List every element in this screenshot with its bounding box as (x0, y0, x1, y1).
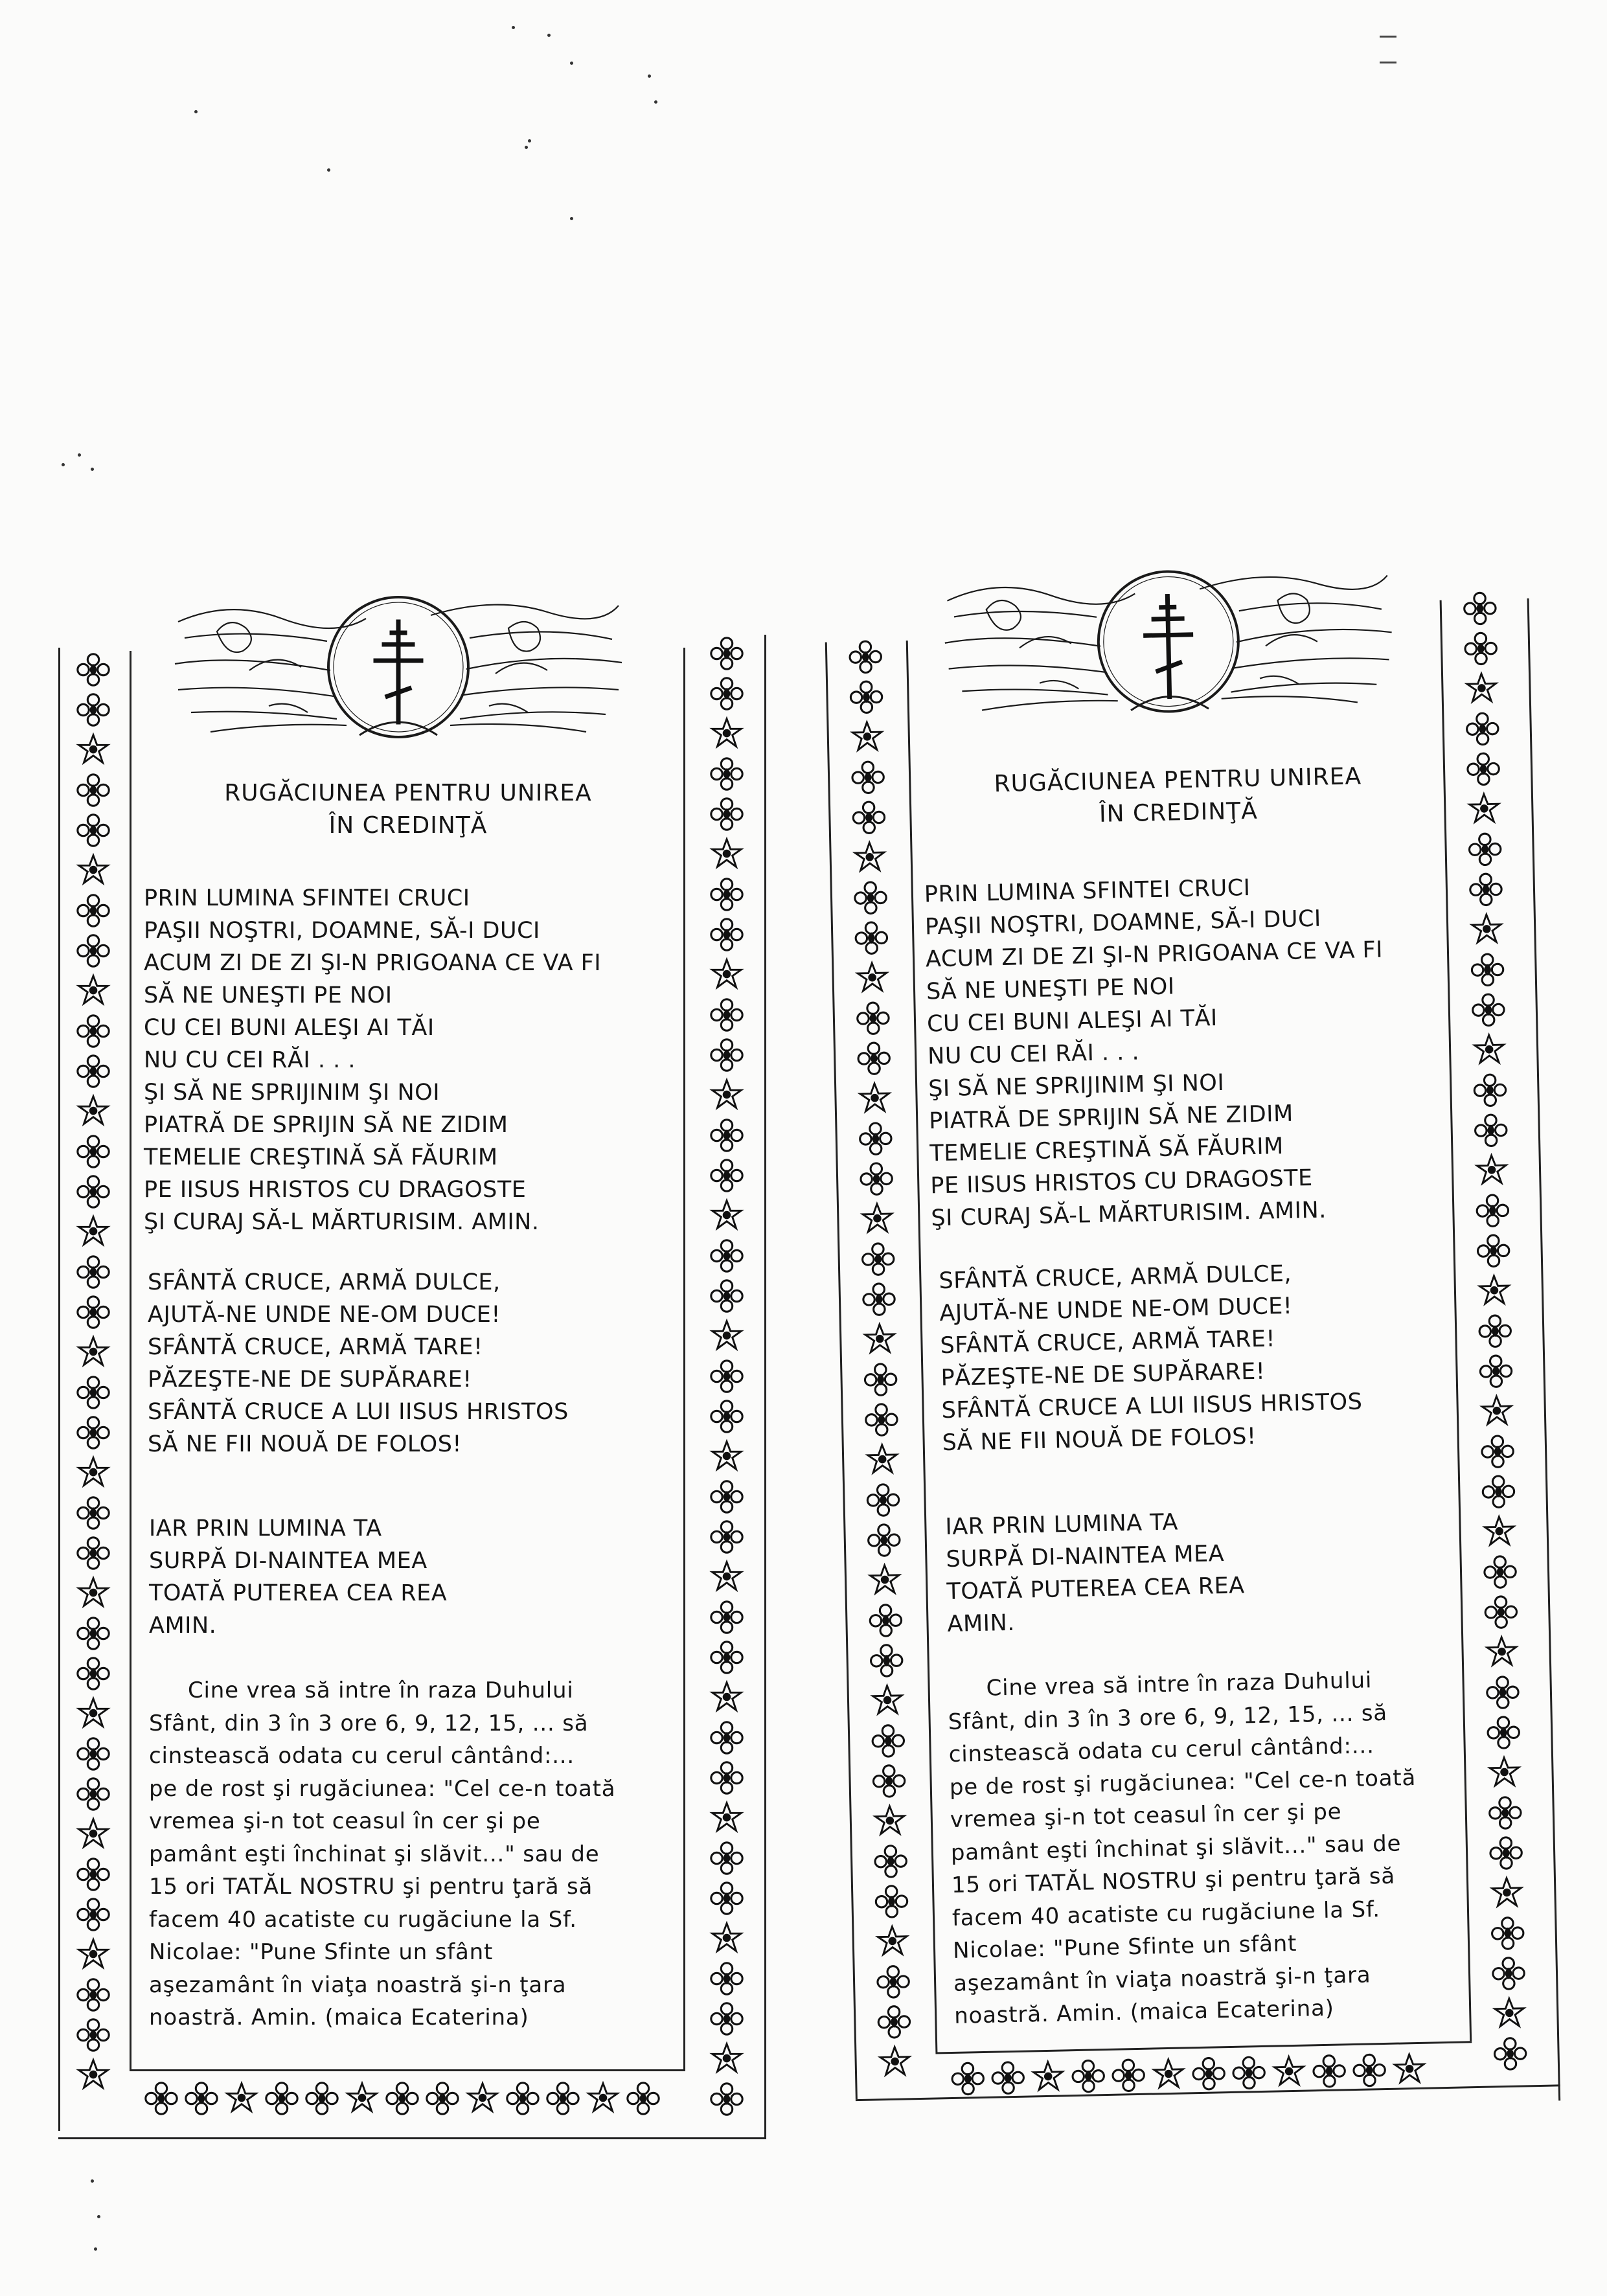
verse-line: SFÂNTĂ CRUCE, ARMĂ TARE! (148, 1334, 483, 1360)
floral-knot-icon (872, 1725, 904, 1756)
floral-knot-icon (1484, 1556, 1516, 1587)
verse-line: NU CU CEI RĂI . . . (144, 1047, 356, 1073)
floral-knot-icon (880, 2047, 909, 2074)
note-line: Cine vrea să intre în raza Duhului (986, 1667, 1373, 1701)
verse-line: CU CEI BUNI ALEŞI AI TĂI (144, 1015, 435, 1041)
title-line: RUGĂCIUNEA PENTRU UNIREA (994, 763, 1362, 798)
floral-knot-icon (1113, 2060, 1145, 2091)
verse-line: PRIN LUMINA SFINTEI CRUCI (144, 885, 470, 911)
floral-knot-icon (1479, 1276, 1509, 1304)
floral-knot-icon (1492, 1957, 1524, 1989)
verse-line: ACUM ZI DE ZI ŞI-N PRIGOANA CE VA FI (144, 950, 602, 976)
note-line: vremea şi-n tot ceasul în cer şi pe (950, 1799, 1342, 1833)
verse-line: PIATRĂ DE SPRIJIN SĂ NE ZIDIM (144, 1112, 508, 1138)
verse-line: SURPĂ DI-NAINTEA MEA (946, 1541, 1225, 1573)
floral-knot-icon (1485, 1516, 1514, 1544)
floral-knot-icon (860, 1163, 892, 1194)
floral-knot-icon (1073, 2060, 1104, 2092)
verse-line: TEMELIE CREŞTINĂ SĂ FĂURIM (144, 1144, 498, 1170)
verse-line: AJUTĂ-NE UNDE NE-OM DUCE! (148, 1302, 501, 1328)
verse-line: ACUM ZI DE ZI ŞI-N PRIGOANA CE VA FI (925, 937, 1384, 973)
floral-knot-icon (1472, 954, 1503, 986)
floral-knot-icon (865, 1363, 896, 1395)
floral-knot-icon (852, 722, 882, 750)
note-line: Nicolae: "Pune Sfinte un sfânt (952, 1930, 1297, 1964)
floral-knot-icon (1482, 1396, 1511, 1424)
note-line: facem 40 acatiste cu rugăciune la Sf. (149, 1906, 577, 1933)
ornament-column-left (845, 638, 917, 2096)
verse-line: SFÂNTĂ CRUCE, ARMĂ TARE! (940, 1326, 1276, 1359)
verse-line: SFÂNTĂ CRUCE A LUI IISUS HRISTOS (941, 1389, 1363, 1424)
floral-knot-icon (854, 882, 886, 914)
floral-knot-icon (863, 1283, 895, 1315)
floral-knot-icon (1495, 1998, 1524, 2026)
note-line: vremea şi-n tot ceasul în cer şi pe (149, 1808, 541, 1834)
note-line: pe de rost şi rugăciunea: "Cel ce-n toată (149, 1775, 616, 1802)
floral-knot-icon (1472, 915, 1501, 942)
title-line: RUGĂCIUNEA PENTRU UNIREA (224, 780, 592, 806)
floral-knot-icon (1464, 593, 1496, 624)
floral-knot-icon (1395, 2054, 1424, 2082)
note-line: facem 40 acatiste cu rugăciune la Sf. (952, 1896, 1381, 1931)
verse-line: SFÂNTĂ CRUCE, ARMĂ DULCE, (148, 1269, 501, 1295)
verse-line: ŞI SĂ NE SPRIJINIM ŞI NOI (144, 1080, 440, 1106)
verse-line: IAR PRIN LUMINA TA (149, 1516, 382, 1541)
verse-line: SĂ NE FII NOUĂ DE FOLOS! (148, 1431, 462, 1457)
verse-line: PE IISUS HRISTOS CU DRAGOSTE (144, 1177, 527, 1203)
verse-line: SFÂNTĂ CRUCE A LUI IISUS HRISTOS (148, 1399, 569, 1425)
verse-block-2 (939, 1254, 1461, 1459)
floral-knot-icon (1479, 1315, 1511, 1347)
note-line: Cine vrea să intre în raza Duhului (188, 1677, 574, 1703)
verse-line: PAŞII NOŞTRI, DOAMNE, SĂ-I DUCI (924, 905, 1322, 940)
note-line: cinstească odata cu cerul cântând:... (149, 1743, 575, 1769)
verse-line: AMIN. (149, 1613, 217, 1639)
title-line: ÎN CREDINŢĂ (328, 812, 488, 839)
floral-knot-icon (850, 641, 882, 673)
floral-knot-icon (952, 2063, 984, 2095)
note-line: aşezamânt în viaţa noastră şi-n ţara (149, 1972, 567, 1998)
floral-knot-icon (1475, 1115, 1507, 1146)
verse-line: NU CU CEI RĂI . . . (927, 1039, 1140, 1070)
floral-knot-icon (860, 1123, 891, 1155)
floral-knot-icon (1489, 1797, 1521, 1828)
floral-knot-icon (855, 843, 884, 870)
floral-knot-icon (863, 1203, 892, 1231)
floral-knot-icon (1477, 1235, 1509, 1267)
prayer-title (909, 759, 1448, 835)
note-line: pamânt eşti închinat şi slăvit..." sau de (950, 1830, 1402, 1866)
verse-line: ŞI CURAJ SĂ-L MĂRTURISIM. AMIN. (144, 1209, 540, 1235)
floral-knot-icon (856, 922, 887, 954)
floral-knot-icon (876, 1885, 907, 1917)
verse-line: PE IISUS HRISTOS CU DRAGOSTE (929, 1165, 1314, 1199)
floral-knot-icon (1488, 1716, 1520, 1748)
floral-knot-icon (858, 1043, 890, 1074)
floral-knot-icon (1474, 1035, 1503, 1063)
verse-line: AJUTĂ-NE UNDE NE-OM DUCE! (939, 1293, 1293, 1327)
note-line: pe de rost şi rugăciunea: "Cel ce-n toată (949, 1764, 1417, 1801)
floral-knot-icon (1470, 874, 1501, 905)
note-line: 15 ori TATĂL NOSTRU şi pentru ţară să (951, 1863, 1396, 1898)
verse-line: SURPĂ DI-NAINTEA MEA (149, 1548, 427, 1574)
verse-block-3 (945, 1500, 1466, 1641)
floral-knot-icon (875, 1845, 907, 1877)
floral-knot-icon (870, 1565, 899, 1593)
floral-knot-icon (1483, 1475, 1514, 1507)
floral-knot-icon (1492, 1878, 1522, 1905)
floral-knot-icon (1154, 2059, 1183, 2087)
verse-line: IAR PRIN LUMINA TA (944, 1509, 1179, 1541)
floral-knot-icon (857, 1003, 889, 1034)
verse-line: PIATRĂ DE SPRIJIN SĂ NE ZIDIM (928, 1100, 1294, 1135)
floral-knot-icon (1490, 1837, 1522, 1869)
floral-knot-icon (1233, 2057, 1264, 2089)
note-line: Nicolae: "Pune Sfinte un sfânt (149, 1939, 494, 1965)
note-line: cinstească odata cu cerul cântând:... (948, 1733, 1375, 1768)
note-line: 15 ori TATĂL NOSTRU şi pentru ţară să (149, 1874, 593, 1900)
floral-knot-icon (1353, 2054, 1385, 2086)
verse-line: PRIN LUMINA SFINTEI CRUCI (924, 874, 1251, 908)
floral-knot-icon (868, 1524, 900, 1556)
note-line: noastră. Amin. (maica Ecaterina) (953, 1995, 1335, 2029)
floral-knot-icon (1274, 2056, 1303, 2084)
floral-knot-icon (992, 2062, 1024, 2094)
verse-line: SĂ NE UNEŞTI PE NOI (144, 983, 393, 1008)
floral-knot-icon (871, 1644, 902, 1676)
floral-knot-icon (865, 1404, 897, 1435)
floral-knot-icon (1467, 753, 1499, 785)
floral-knot-icon (1487, 1676, 1518, 1708)
floral-knot-icon (1494, 2038, 1526, 2069)
verse-line: SĂ NE FII NOUĂ DE FOLOS! (942, 1423, 1257, 1457)
note-line: aşezamânt în viaţa noastră şi-n ţara (953, 1961, 1371, 1997)
floral-knot-icon (860, 1084, 889, 1111)
verse-line: SĂ NE UNEŞTI PE NOI (926, 973, 1175, 1005)
title-line: ÎN CREDINŢĂ (1099, 797, 1259, 828)
ornament-column-right (1459, 589, 1531, 2080)
verse-line: ŞI CURAJ SĂ-L MĂRTURISIM. AMIN. (931, 1197, 1327, 1232)
floral-knot-icon (1492, 1917, 1523, 1949)
floral-knot-icon (1481, 1435, 1513, 1467)
floral-knot-icon (852, 762, 883, 793)
verse-line: SFÂNTĂ CRUCE, ARMĂ DULCE, (939, 1260, 1292, 1295)
verse-line: CU CEI BUNI ALEŞI AI TĂI (926, 1005, 1218, 1038)
ornament-row-bottom (949, 2049, 1468, 2098)
floral-knot-icon (1467, 674, 1496, 701)
floral-knot-icon (872, 1685, 902, 1713)
floral-knot-icon (875, 1806, 904, 1834)
note-line: Sfânt, din 3 în 3 ore 6, 9, 12, 15, ... să (149, 1710, 589, 1736)
floral-knot-icon (850, 681, 882, 713)
verse-block-1 (924, 868, 1449, 1235)
verse-line: AMIN. (947, 1609, 1016, 1638)
card-border-right-outer (1527, 598, 1561, 2101)
verse-line: TEMELIE CREŞTINĂ SĂ FĂURIM (929, 1133, 1284, 1167)
floral-knot-icon (1480, 1356, 1512, 1387)
note-line: noastră. Amin. (maica Ecaterina) (149, 2005, 529, 2030)
verse-line: TOATĂ PUTEREA CEA REA (946, 1573, 1246, 1606)
verse-line: PAŞII NOŞTRI, DOAMNE, SĂ-I DUCI (144, 918, 540, 944)
floral-knot-icon (870, 1604, 902, 1636)
floral-knot-icon (878, 2006, 910, 2038)
verse-line: PĂZEŞTE-NE DE SUPĂRARE! (940, 1358, 1266, 1392)
floral-knot-icon (853, 802, 885, 834)
note-line: Sfânt, din 3 în 3 ore 6, 9, 12, 15, ... să (948, 1699, 1388, 1735)
floral-knot-icon (1469, 834, 1501, 865)
floral-knot-icon (1193, 2058, 1225, 2089)
floral-knot-icon (1465, 633, 1497, 665)
verse-line: PĂZEŞTE-NE DE SUPĂRARE! (148, 1367, 472, 1392)
note-line: pamânt eşti închinat şi slăvit..." sau de (149, 1841, 600, 1867)
floral-knot-icon (1313, 2055, 1345, 2087)
floral-knot-icon (868, 1444, 897, 1472)
floral-knot-icon (1487, 1637, 1516, 1665)
floral-knot-icon (865, 1324, 895, 1352)
floral-knot-icon (878, 1926, 907, 1954)
floral-knot-icon (1490, 1757, 1519, 1785)
floral-knot-icon (858, 963, 887, 991)
floral-knot-icon (1470, 794, 1499, 822)
verse-line: ŞI SĂ NE SPRIJINIM ŞI NOI (928, 1069, 1225, 1102)
floral-knot-icon (873, 1765, 905, 1797)
floral-knot-icon (867, 1484, 899, 1516)
floral-knot-icon (1485, 1596, 1517, 1628)
verse-line: TOATĂ PUTEREA CEA REA (149, 1580, 448, 1606)
floral-knot-icon (862, 1243, 894, 1275)
floral-knot-icon (1466, 713, 1498, 745)
floral-knot-icon (1477, 1155, 1506, 1183)
note-paragraph (947, 1663, 1463, 2033)
floral-knot-icon (1034, 2062, 1063, 2089)
floral-knot-icon (1472, 994, 1504, 1026)
floral-knot-icon (1477, 1195, 1509, 1227)
floral-knot-icon (877, 1966, 909, 1997)
header-banner (940, 562, 1397, 721)
floral-knot-icon (1474, 1074, 1506, 1106)
